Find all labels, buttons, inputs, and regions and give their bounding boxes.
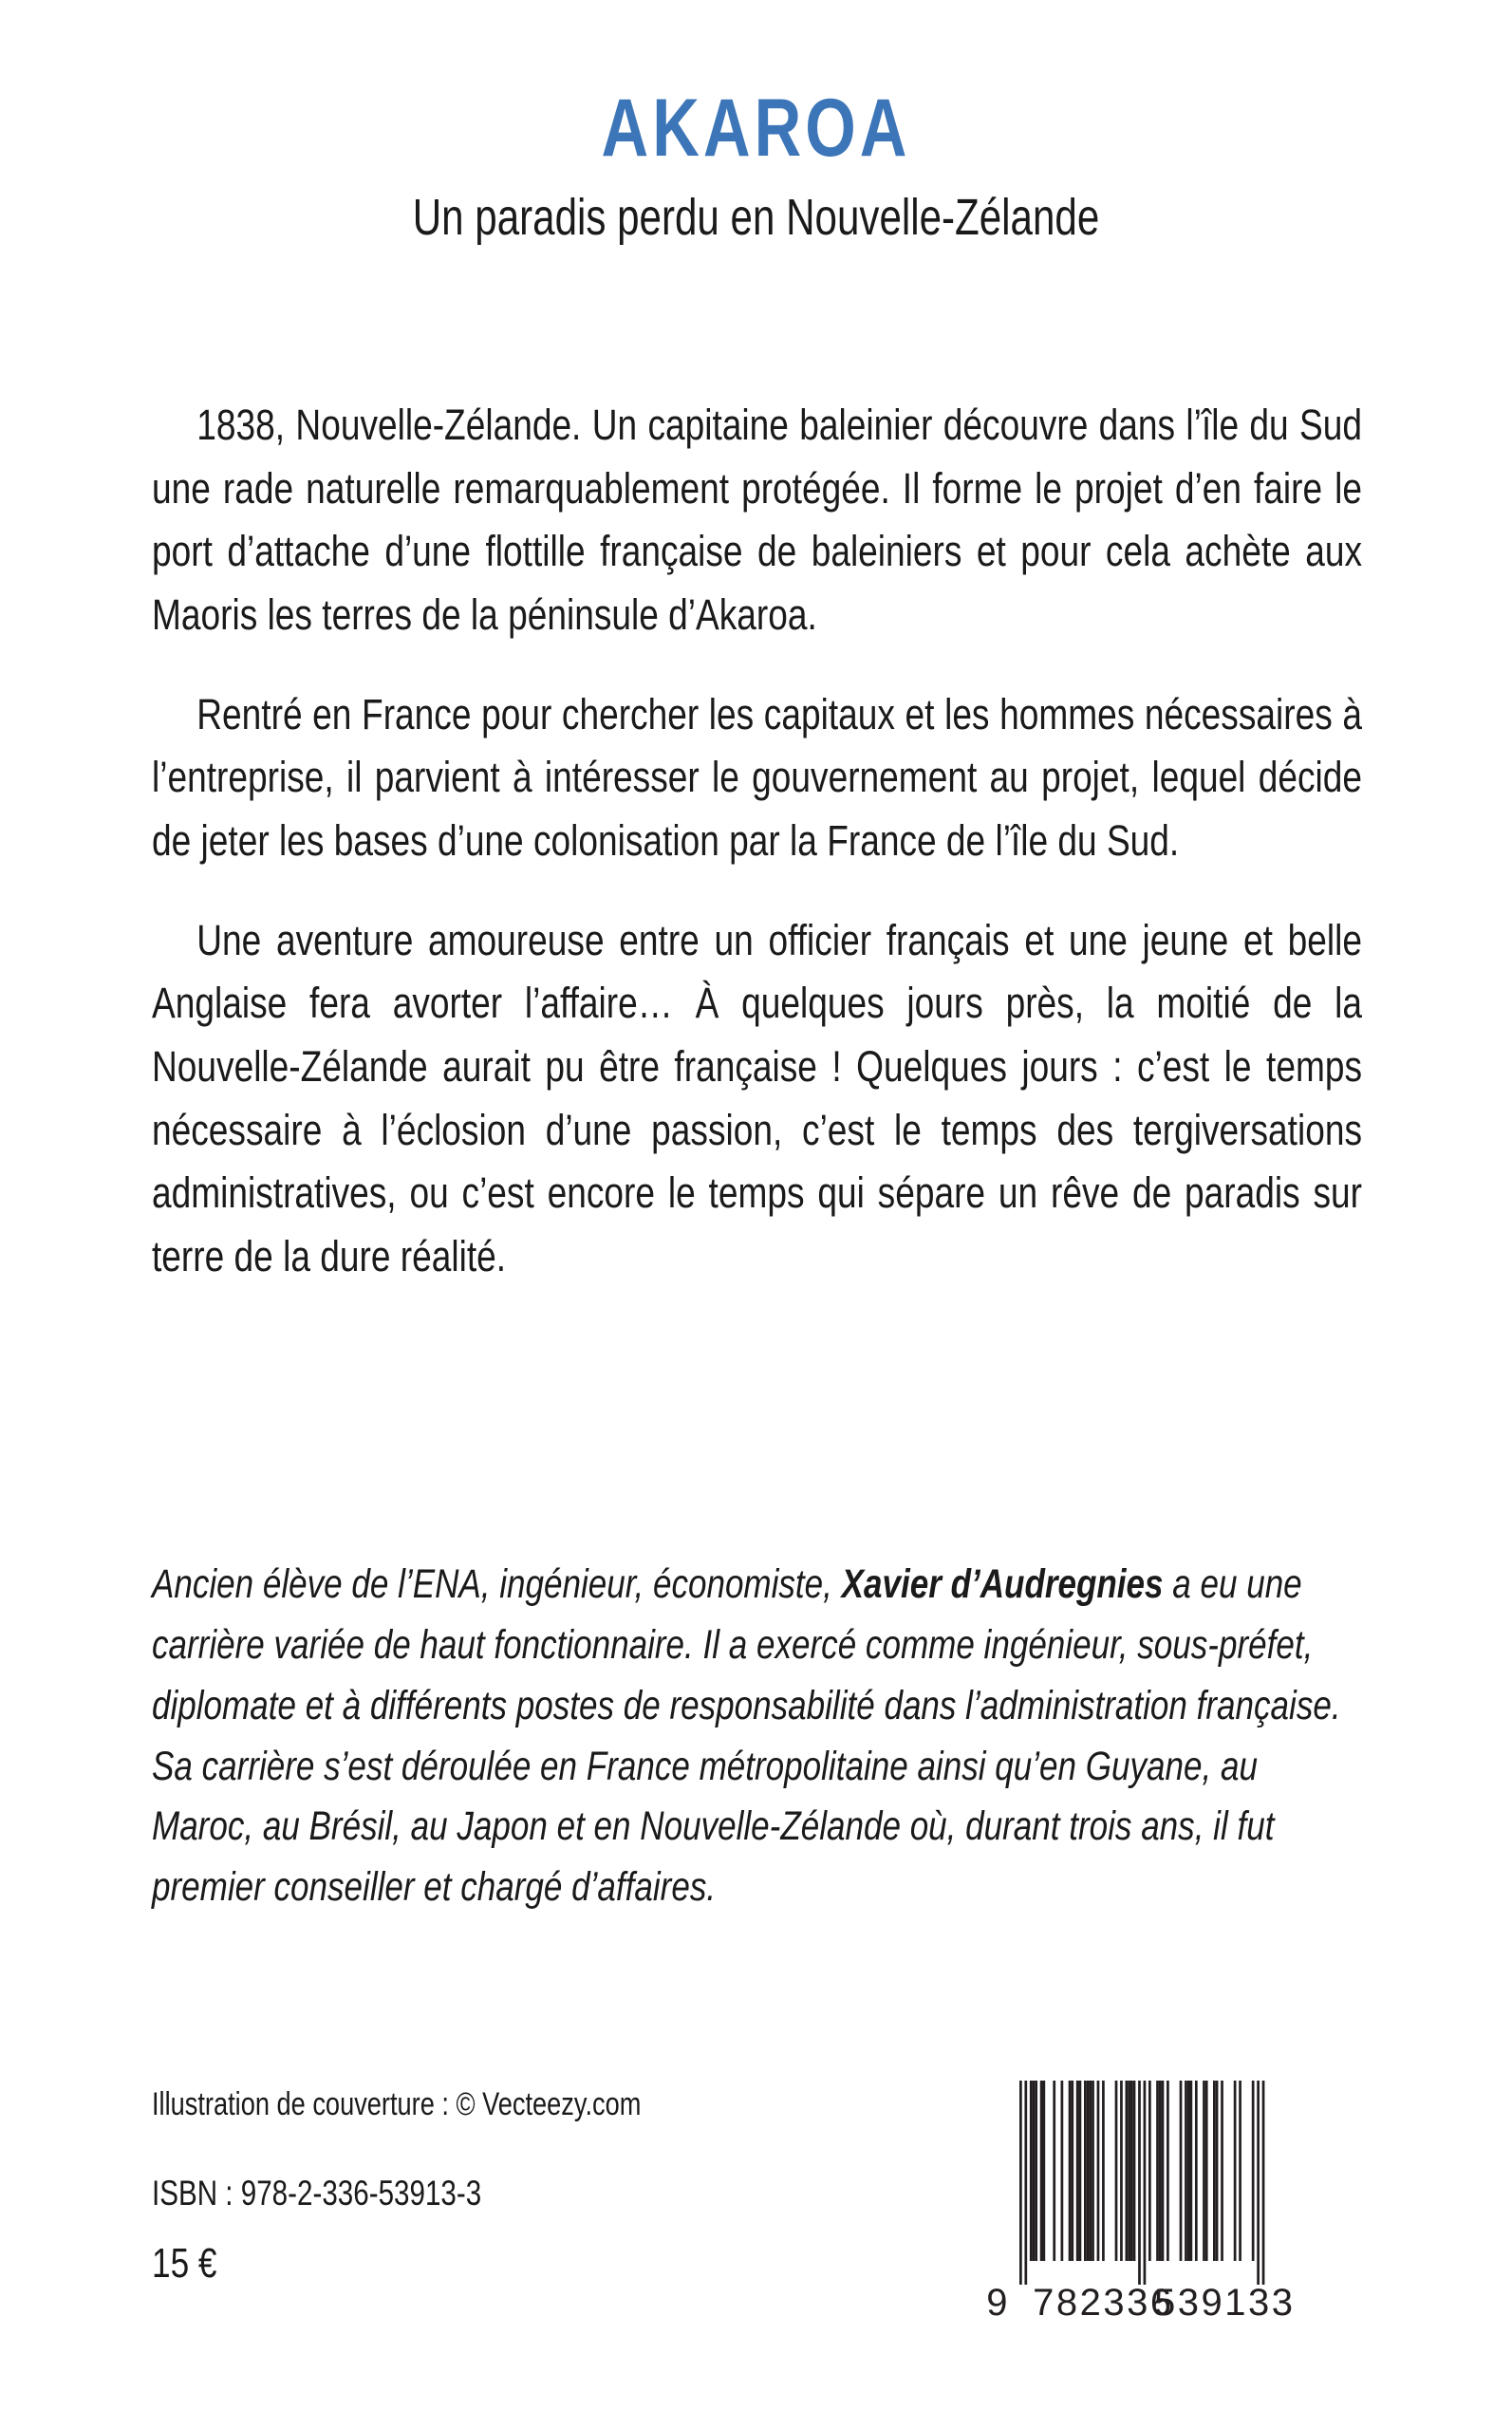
author-bio-paragraph [152,1555,1362,1918]
isbn-line: ISBN : 978-2-336-53913-3 [152,2174,482,2213]
bio-text-after-name: a eu une carrière variée de haut fonctionnaire. Il a exercé comme ingénieur, sous-préfet, diplomate et à différents postes de responsabilité dans l’administration française. Sa carrière s’est déroulée en France métropolitaine ainsi qu’en Guyane, au Maroc, au Brésil, au Japon et en Nouvelle-Zélande où, durant trois ans, il fut premier conseiller et chargé d’affaires. [152,1561,1341,1911]
page-subtitle: Un paradis perdu en Nouvelle-Zélande [412,189,1100,246]
author-bio-section [152,1555,1362,1918]
ean13-barcode [970,2073,1321,2348]
barcode-svg [970,2073,1321,2348]
svg-text:539133: 539133 [1154,2282,1296,2324]
page-title: AKAROA [601,83,911,174]
blurb-section [152,394,1362,1289]
svg-text:9: 9 [986,2282,1010,2324]
svg-text:782336: 782336 [1033,2282,1174,2324]
blurb-paragraph-2: Rentré en France pour chercher les capitaux et les hommes nécessaires à l’entreprise, il parvient à intéresser le gouvernement au projet, lequel décide de jeter les bases d’une colonisation par la France de l’île du Sud. [152,689,1363,865]
footer-left-column [152,2088,873,2285]
blurb-paragraph-3: Une aventure amoureuse entre un officier français et une jeune et belle Anglaise fera avorter l’affaire… À quelques jours près, la moitié de la Nouvelle-Zélande aurait pu être française ! Quelques jours : c’est le temps nécessaire à l’éclosion d’une passion, c’est le temps des tergiversations administratives, ou c’est encore le temps qui sépare un rêve de paradis sur terre de la dure réalité. [152,915,1363,1280]
title-block [0,83,1512,246]
cover-credit-line: Illustration de couverture : © Vecteezy.com [152,2086,642,2122]
price-line: 15 € [152,2240,217,2287]
bio-text-before-name: Ancien élève de l’ENA, ingénieur, économiste, [152,1561,842,1607]
blurb-paragraph-1: 1838, Nouvelle-Zélande. Un capitaine baleinier découvre dans l’île du Sud une rade naturelle remarquablement protégée. Il forme le projet d’en faire le port d’attache d’une flottille française de baleiniers et pour cela achète aux Maoris les terres de la péninsule d’Akaroa. [152,401,1363,639]
author-name: Xavier d’Audregnies [841,1561,1164,1607]
